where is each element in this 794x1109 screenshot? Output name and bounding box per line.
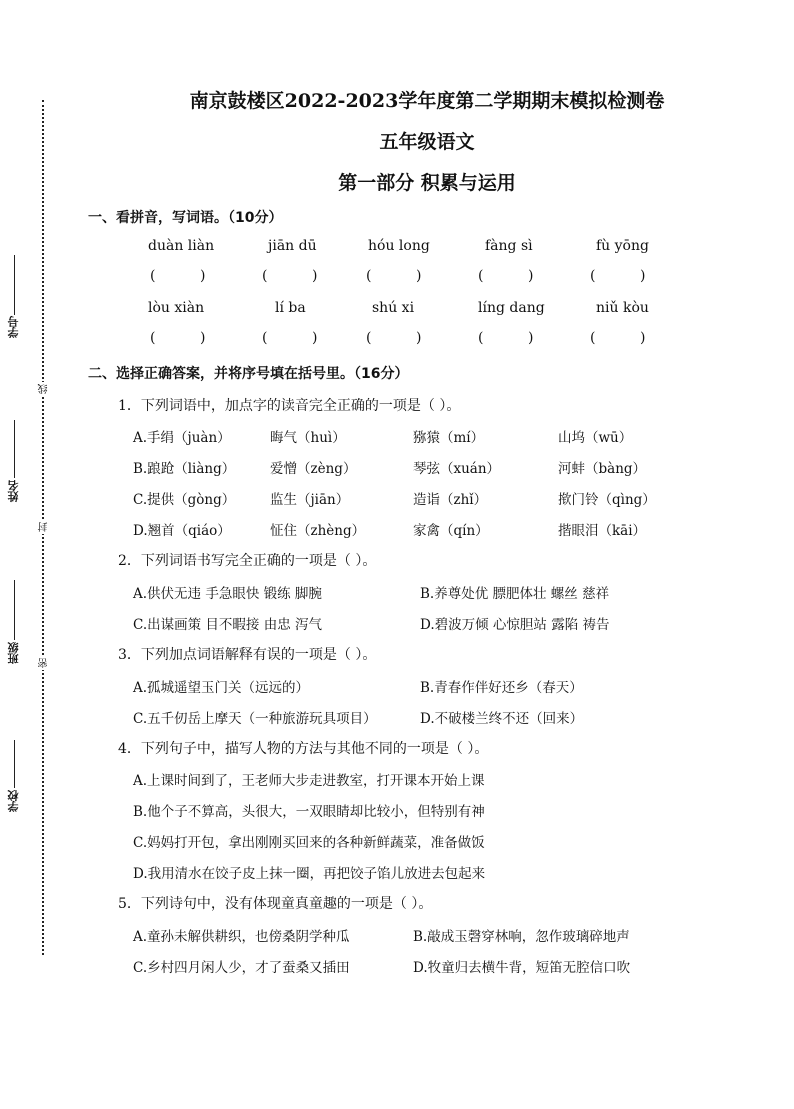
q1-option-d3: 家禽（qín） (413, 523, 489, 539)
cut-mark-xian: 线 (39, 384, 50, 394)
answer-blank[interactable]: ( ) (262, 330, 318, 346)
cut-mark-mi: 密 (39, 658, 50, 668)
q3-option-d: D.不破楼兰终不还（回来） (420, 711, 584, 727)
pinyin-item: fù yōng (596, 238, 649, 254)
pinyin-row-2 (120, 300, 680, 320)
pinyin-item: jiān dū (268, 238, 317, 254)
cut-mark-feng: 封 (39, 522, 50, 532)
answer-row-2 (120, 330, 680, 350)
question-3-stem: 3．下列加点词语解释有误的一项是（ ）。 (118, 647, 377, 663)
question-4-stem: 4．下列句子中，描写人物的方法与其他不同的一项是（ ）。 (118, 741, 489, 757)
q1-option-a1: A.手绢（juàn） (133, 430, 231, 446)
school-line (14, 740, 15, 788)
q2-option-c: C.出谋画策 目不暇接 由忠 泻气 (133, 617, 323, 633)
q1-option-c3: 造诣（zhǐ） (413, 492, 488, 508)
q1-option-c4: 揿门铃（qìng） (558, 492, 656, 508)
student-id-line (14, 255, 15, 315)
pinyin-item: hóu long (368, 238, 430, 254)
pinyin-item: lòu xiàn (148, 300, 205, 316)
question-5-stem: 5．下列诗句中，没有体现童真童趣的一项是（ ）。 (118, 896, 433, 912)
pinyin-item: líng dang (478, 300, 545, 316)
answer-row-1 (120, 268, 680, 288)
answer-blank[interactable]: ( ) (478, 268, 534, 284)
exam-title: 南京鼓楼区2022-2023学年度第二学期期末模拟检测卷 (189, 90, 665, 112)
class-line (14, 580, 15, 640)
q1-option-d1: D.翘首（qiáo） (133, 523, 231, 539)
question-1-stem: 1．下列词语中，加点字的读音完全正确的一项是（ ）。 (118, 398, 461, 414)
class-label: 班级 (7, 642, 20, 664)
pinyin-item: niǔ kòu (596, 300, 649, 316)
answer-blank[interactable]: ( ) (590, 330, 646, 346)
q1-option-b2: 爱憎（zèng） (270, 461, 357, 477)
pinyin-item: shú xi (372, 300, 415, 316)
pinyin-item: fàng sì (485, 238, 533, 254)
q4-option-c: C.妈妈打开包，拿出刚刚买回来的各种新鲜蔬菜，准备做饭 (133, 835, 485, 851)
school-label: 学校 (7, 790, 20, 812)
q5-option-a: A.童孙未解供耕织，也傍桑阴学种瓜 (133, 929, 350, 945)
part-title: 第一部分 积累与运用 (338, 172, 516, 194)
q1-option-c1: C.提供（gòng） (133, 492, 236, 508)
binding-margin (0, 0, 60, 1109)
q5-option-c: C.乡村四月闲人少，才了蚕桑又插田 (133, 960, 350, 976)
q1-option-b1: B.踉跄（liàng） (133, 461, 236, 477)
answer-blank[interactable]: ( ) (590, 268, 646, 284)
answer-blank[interactable]: ( ) (478, 330, 534, 346)
q1-option-b4: 河蚌（bàng） (558, 461, 647, 477)
pinyin-item: lí ba (275, 300, 306, 316)
q1-option-a4: 山坞（wū） (558, 430, 633, 446)
section1-heading: 一、看拼音，写词语。（10分） (88, 210, 283, 226)
q3-option-c: C.五千仞岳上摩天（一种旅游玩具项目） (133, 711, 377, 727)
answer-blank[interactable]: ( ) (366, 330, 422, 346)
answer-blank[interactable]: ( ) (150, 268, 206, 284)
name-label: 姓名 (7, 480, 20, 502)
subject-title: 五年级语文 (379, 131, 475, 153)
q1-option-b3: 琴弦（xuán） (413, 461, 501, 477)
q3-option-b: B.青春作伴好还乡（春天） (420, 680, 583, 696)
q1-option-d4: 揩眼泪（kāi） (558, 523, 647, 539)
q1-option-a2: 晦气（huì） (270, 430, 346, 446)
q4-option-a: A.上课时间到了，王老师大步走进教室，打开课本开始上课 (133, 773, 485, 789)
answer-blank[interactable]: ( ) (262, 268, 318, 284)
question-2-stem: 2．下列词语书写完全正确的一项是（ ）。 (118, 553, 377, 569)
q5-option-b: B.敲成玉磬穿林响，忽作玻璃碎地声 (413, 929, 630, 945)
section2-heading: 二、选择正确答案，并将序号填在括号里。（16分） (88, 366, 409, 382)
q3-option-a: A.孤城遥望玉门关（远远的） (133, 680, 310, 696)
q5-option-d: D.牧童归去横牛背，短笛无腔信口吹 (413, 960, 631, 976)
pinyin-row-1 (120, 238, 680, 258)
q1-option-d2: 怔住（zhèng） (270, 523, 366, 539)
q1-option-c2: 监生（jiān） (270, 492, 350, 508)
q1-option-a3: 猕猿（mí） (413, 430, 485, 446)
answer-blank[interactable]: ( ) (150, 330, 206, 346)
q2-option-b: B.养尊处优 膘肥体壮 螺丝 慈祥 (420, 586, 610, 602)
q2-option-d: D.碧波万倾 心惊胆站 露陷 祷告 (420, 617, 610, 633)
q2-option-a: A.供伏无违 手急眼快 锻练 脚腕 (133, 586, 322, 602)
name-line (14, 420, 15, 478)
q4-option-d: D.我用清水在饺子皮上抹一圈，再把饺子馅儿放进去包起来 (133, 866, 486, 882)
q4-option-b: B.他个子不算高，头很大，一双眼睛却比较小，但特别有神 (133, 804, 485, 820)
pinyin-item: duàn liàn (148, 238, 215, 254)
answer-blank[interactable]: ( ) (366, 268, 422, 284)
student-id-label: 学号 (7, 316, 20, 338)
